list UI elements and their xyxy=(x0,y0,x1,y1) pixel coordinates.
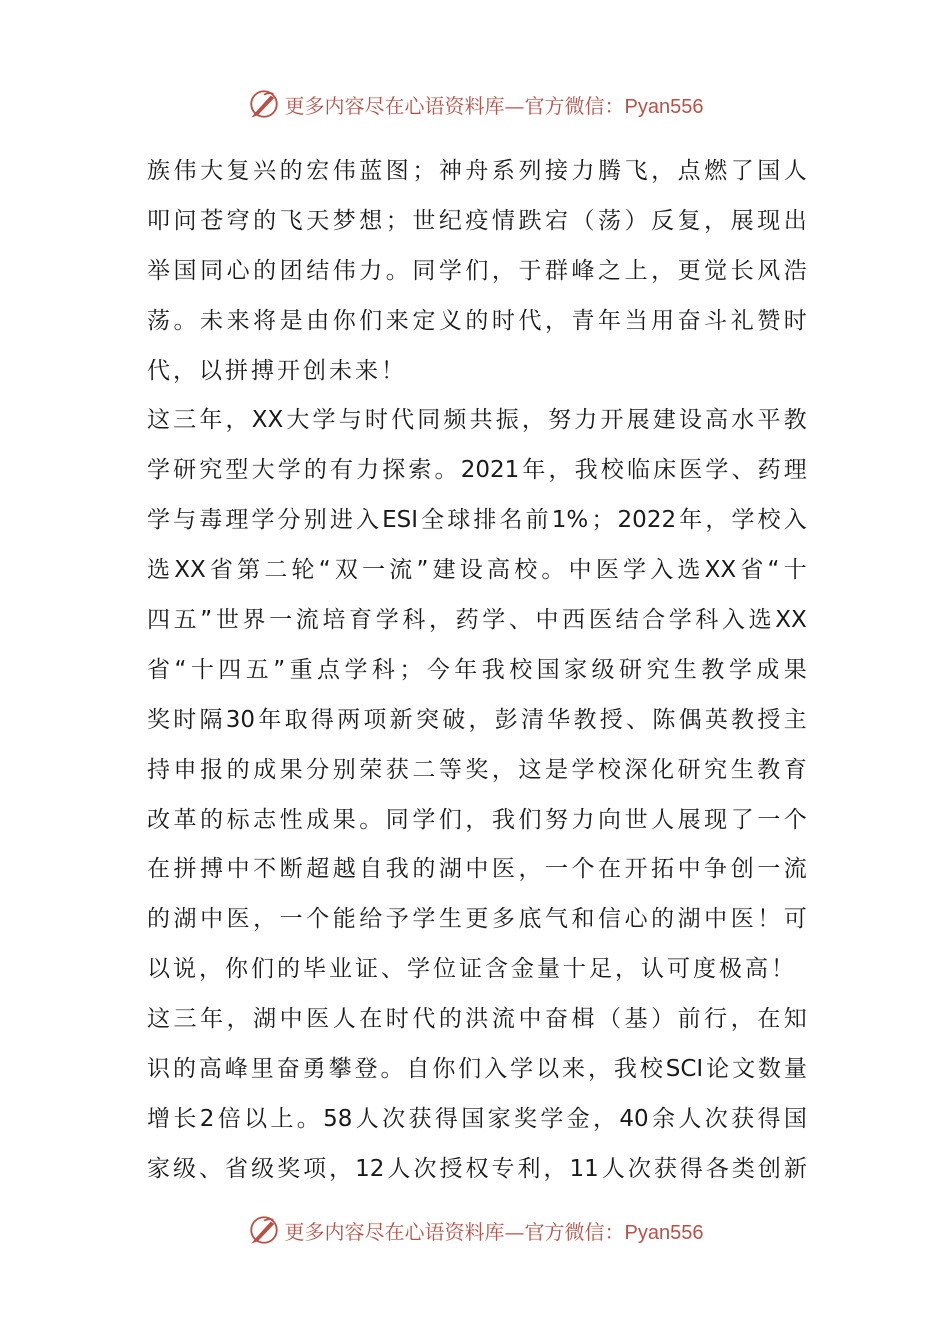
text-line: 学 研 究 型 大 学 的 有 力 探 索 。 2021 年 ， 我 校 临 床 医 学 、 药 理 xyxy=(147,457,807,484)
wechat-id: Pyan556 xyxy=(624,1221,704,1244)
text-line: 持 申 报 的 成 果 分 别 荣 获 二 等 奖 ， 这 是 学 校 深 化 研 究 生 教 育 xyxy=(147,756,807,783)
text-line: 学 与 毒 理 学 分 别 进 入 ESI 全 球 排 名 前 1% ； 2022 年 ， 学 校 入 xyxy=(147,507,807,534)
text-line: 奖 时 隔 30 年 取 得 两 项 新 突 破 ， 彭 清 华 教 授 、 陈 偶 英 教 授 主 xyxy=(147,706,807,733)
text-line: 省 “ 十 四 五 ” 重 点 学 科 ； 今 年 我 校 国 家 级 研 究 生 教 学 成 果 xyxy=(147,656,807,683)
text-line: 叩 问 苍 穹 的 飞 天 梦 想 ； 世 纪 疫 情 跌 宕 （ 荡 ） 反 复 ， 展 现 出 xyxy=(147,207,807,234)
text-line: 族 伟 大 复 兴 的 宏 伟 蓝 图 ； 神 舟 系 列 接 力 腾 飞 ， 点 燃 了 国 人 xyxy=(147,158,807,184)
text-line: 举 国 同 心 的 团 结 伟 力 。 同 学 们 ， 于 群 峰 之 上 ， 更 觉 长 风 浩 xyxy=(147,257,807,284)
pen-logo-icon xyxy=(247,87,281,121)
pen-logo-icon xyxy=(247,1213,281,1247)
text-line: 这 三 年 ， XX 大 学 与 时 代 同 频 共 振 ， 努 力 开 展 建 设 高 水 平 教 xyxy=(147,407,807,434)
text-line: 在 拼 搏 中 不 断 超 越 自 我 的 湖 中 医 ， 一 个 在 开 拓 中 争 创 一 流 xyxy=(147,856,807,883)
text-line: 代，以拼搏开创未来！ xyxy=(147,357,407,384)
text-line: 这 三 年 ， 湖 中 医 人 在 时 代 的 洪 流 中 奋 楫 （ 基 ） 前 行 ， 在 知 xyxy=(147,1006,807,1033)
footer-banner xyxy=(0,1210,950,1250)
text-line: 以说，你们的毕业证、学位证含金量十足，认可度极高！ xyxy=(147,956,797,983)
text-line: 改 革 的 标 志 性 成 果 。 同 学 们 ， 我 们 努 力 向 世 人 展 现 了 一 个 xyxy=(147,806,807,833)
banner-slogan: 更多内容尽在心语资料库—官方微信： xyxy=(284,1219,625,1244)
wechat-id: Pyan556 xyxy=(624,95,704,118)
text-line: 的 湖 中 医 ， 一 个 能 给 予 学 生 更 多 底 气 和 信 心 的 湖 中 医 ！ 可 xyxy=(147,906,807,933)
body-text xyxy=(147,147,807,1195)
text-line: 四 五 ” 世 界 一 流 培 育 学 科 ， 药 学 、 中 西 医 结 合 学 科 入 选 XX xyxy=(147,607,807,634)
banner-slogan: 更多内容尽在心语资料库—官方微信： xyxy=(284,93,625,118)
banner-text xyxy=(285,1216,704,1245)
header-banner xyxy=(0,84,950,124)
text-line: 荡 。 未 来 将 是 由 你 们 来 定 义 的 时 代 ， 青 年 当 用 奋 斗 礼 赞 时 xyxy=(147,307,807,334)
banner-text xyxy=(285,90,704,119)
text-line: 选 XX 省 第 二 轮 “ 双 一 流 ” 建 设 高 校 。 中 医 学 入 选 XX 省 “ 十 xyxy=(147,557,807,584)
text-line: 增 长 2 倍 以 上 。 58 人 次 获 得 国 家 奖 学 金 ， 40 余 人 次 获 得 国 xyxy=(147,1105,807,1132)
text-line: 识 的 高 峰 里 奋 勇 攀 登 。 自 你 们 入 学 以 来 ， 我 校 SCI 论 文 数 量 xyxy=(147,1056,807,1083)
text-line: 家 级 、 省 级 奖 项 ， 12 人 次 授 权 专 利 ， 11 人 次 获 得 各 类 创 新 xyxy=(147,1155,807,1182)
